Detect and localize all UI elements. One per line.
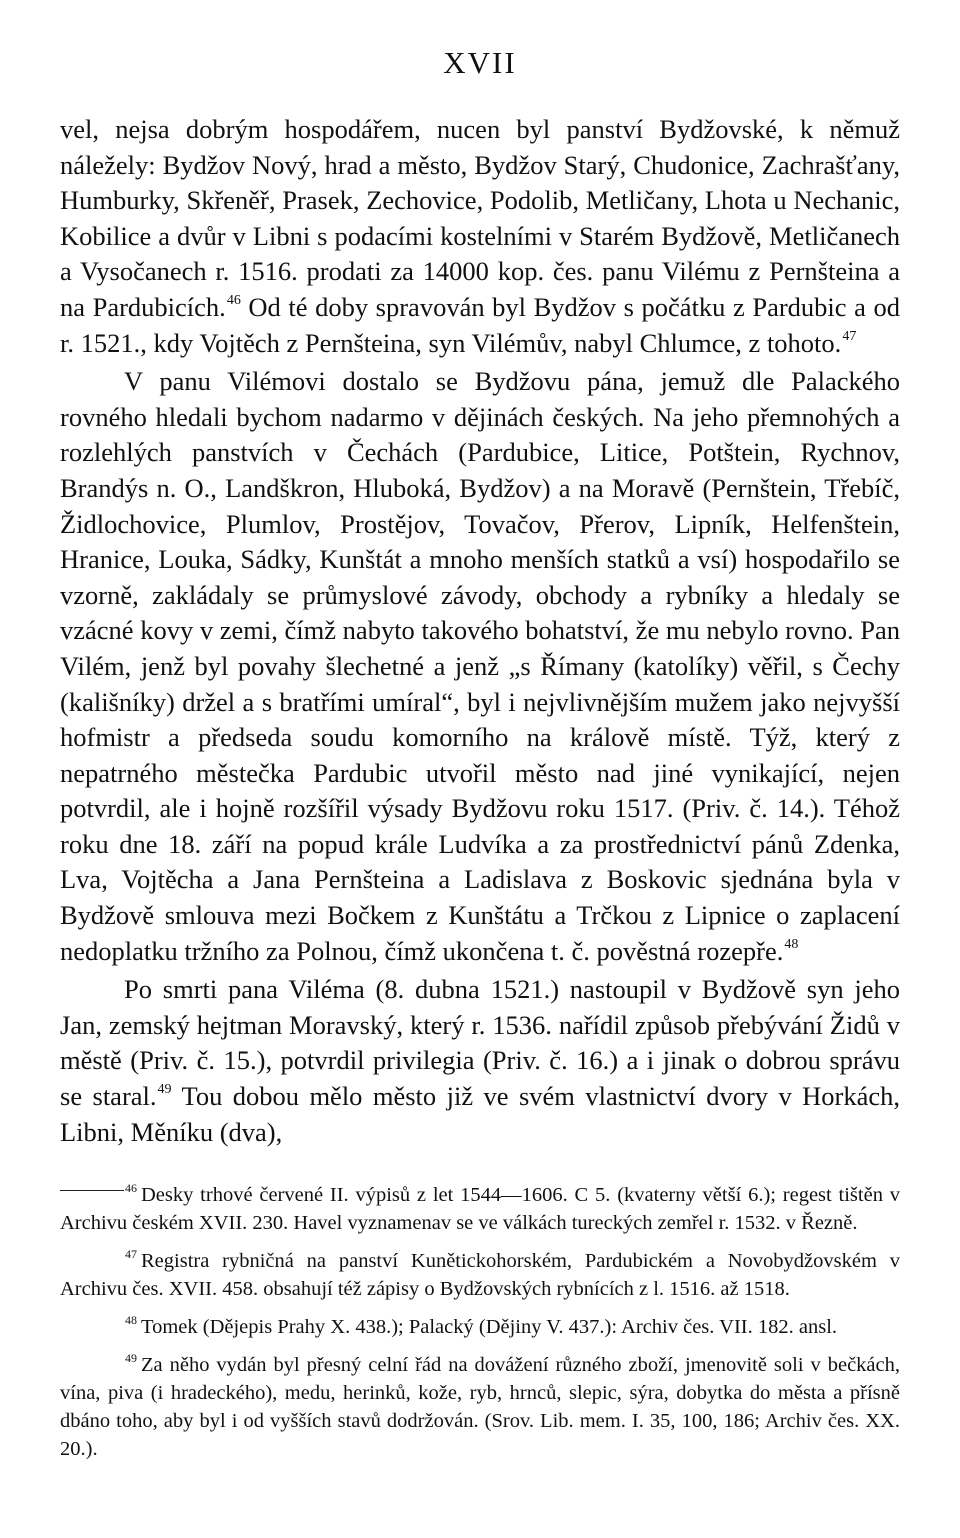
paragraph-text: Po smrti pana Viléma (8. dubna 1521.) nastoupil v Bydžově syn jeho Jan, zemský hejtman Moravský, který r. 1536. nařídil způsob přebývání Židů v městě (Priv. č. 15.), potvrdil privilegia (Priv. č. 16.) a i jinak o dobrou správu se staral. bbox=[60, 974, 900, 1112]
footnote-text: Za něho vydán byl přesný celní řád na dovážení různého zboží, jmenovitě soli v bečkách, vína, piva (i hradeckého), medu, herinků, kože, ryb, hrnců, slepic, sýra, dobytka do města a přísně dbáno toho, aby byl i od vyšších stavů dodržován. (Srov. Lib. mem. I. 35, 100, 186; Archiv čes. XX. 20.). bbox=[60, 1354, 900, 1461]
body-paragraph-1 bbox=[60, 112, 900, 361]
footnote-47 bbox=[60, 1247, 900, 1303]
footnote-ref-49[interactable]: 49 bbox=[157, 1082, 172, 1098]
paragraph-text: vel, nejsa dobrým hospodářem, nucen byl panství Bydžovské, k němuž náležely: Bydžov Nový, hrad a město, Bydžov Starý, Chudonice, Zachrašťany, Humburky, Skřeněř, Prasek, Zechovice, Podolib, Metličany, Lhota u Nechanic, Kobilice a dvůr v Libni s podacími kostelními v Starém Bydžově, Metličanech a Vysočanech r. 1516. prodati za 14000 kop. čes. panu Vilému z Pernšteina a na Pardubicích. bbox=[60, 114, 900, 322]
footnote-number: 47 bbox=[125, 1247, 137, 1262]
paragraph-text: V panu Vilémovi dostalo se Bydžovu pána, jemuž dle Palackého rovného hledali bychom nadarmo v dějinách českých. Na jeho přemnohých a rozlehlých panstvích v Čechách (Pardubice, Litice, Potštein, Rychnov, Brandýs n. O., Landškron, Hluboká, Bydžov) a na Moravě (Pernštein, Třebíč, Židlochovice, Plumlov, Prostějov, Tovačov, Přerov, Lipník, Helfenštein, Hranice, Louka, Sádky, Kunštát a mnoho menších statků a vsí) hospodařilo se vzorně, zakládaly se průmyslové závody, obchody a rybníky a hledaly se vzácné kovy v zemi, čímž nabyto takového bohatství, že mu nebylo rovno. Pan Vilém, jenž byl povahy šlechetné a jenž „s Římany (katolíky) věřil, s Čechy (kališníky) držel a s bratřími umíral“, byl i nejvlivnějším mužem jako nejvyšší hofmistr a předseda soudu komorního na králově místě. Týž, který z nepatrného městečka Pardubic utvořil město nad jiné vynikající, nejen potvrdil, ale i hojně rozšířil výsady Bydžovu roku 1517. (Priv. č. 14.). Téhož roku dne 18. září na popud krále Ludvíka a za prostřednictví pánů Zdenka, Lva, Vojtěcha a Jana Pernšteina a Ladislava z Boskovic sjednána byla v Bydžově smlouva mezi Bočkem z Kunštátu a Trčkou z Lipnice o zaplacení nedoplatku tržního za Polnou, čímž ukončena t. č. pověstná rozepře. bbox=[60, 366, 900, 966]
body-paragraph-2 bbox=[60, 364, 900, 969]
page-number: XVII bbox=[443, 45, 517, 80]
footnote-48 bbox=[60, 1313, 900, 1341]
footnote-46 bbox=[60, 1181, 900, 1237]
footnote-49 bbox=[60, 1351, 900, 1463]
footnote-ref-47[interactable]: 47 bbox=[842, 328, 857, 344]
paragraph-text: Tou dobou mělo město již ve svém vlastnictví dvory v Horkách, Libni, Měníku (dva), bbox=[60, 1081, 900, 1147]
footnote-number: 46 bbox=[125, 1181, 137, 1196]
document-page bbox=[60, 40, 900, 1463]
body-paragraph-3 bbox=[60, 972, 900, 1150]
paragraph-text: Od té doby spravován byl Bydžov s počátku z Pardubic a od r. 1521., kdy Vojtěch z Pernšteina, syn Vilémův, nabyl Chlumce, z tohoto. bbox=[60, 291, 900, 358]
footnote-text: Tomek (Dějepis Prahy X. 438.); Palacký (Dějiny V. 437.): Archiv čes. VII. 182. ansl. bbox=[141, 1316, 838, 1339]
footnote-text: Registra rybničná na panství Kunětickohorském, Pardubickém a Novobydžovském v Archivu čes. XVII. 458. obsahují též zápisy o Bydžovských rybnících z l. 1516. až 1518. bbox=[60, 1250, 900, 1301]
footnote-number: 49 bbox=[125, 1351, 137, 1366]
footnote-ref-46[interactable]: 46 bbox=[226, 292, 241, 308]
footnote-number: 48 bbox=[125, 1313, 137, 1328]
footnote-ref-48[interactable]: 48 bbox=[784, 936, 799, 952]
footnote-text: Desky trhové červené II. výpisů z let 1544—1606. C 5. (kvaterny větší 6.); regest tištěn v Archivu českém XVII. 230. Havel vyznamenav se ve válkách tureckých zemřel r. 1532. v Řezně. bbox=[60, 1184, 900, 1235]
footnotes bbox=[60, 1181, 900, 1463]
